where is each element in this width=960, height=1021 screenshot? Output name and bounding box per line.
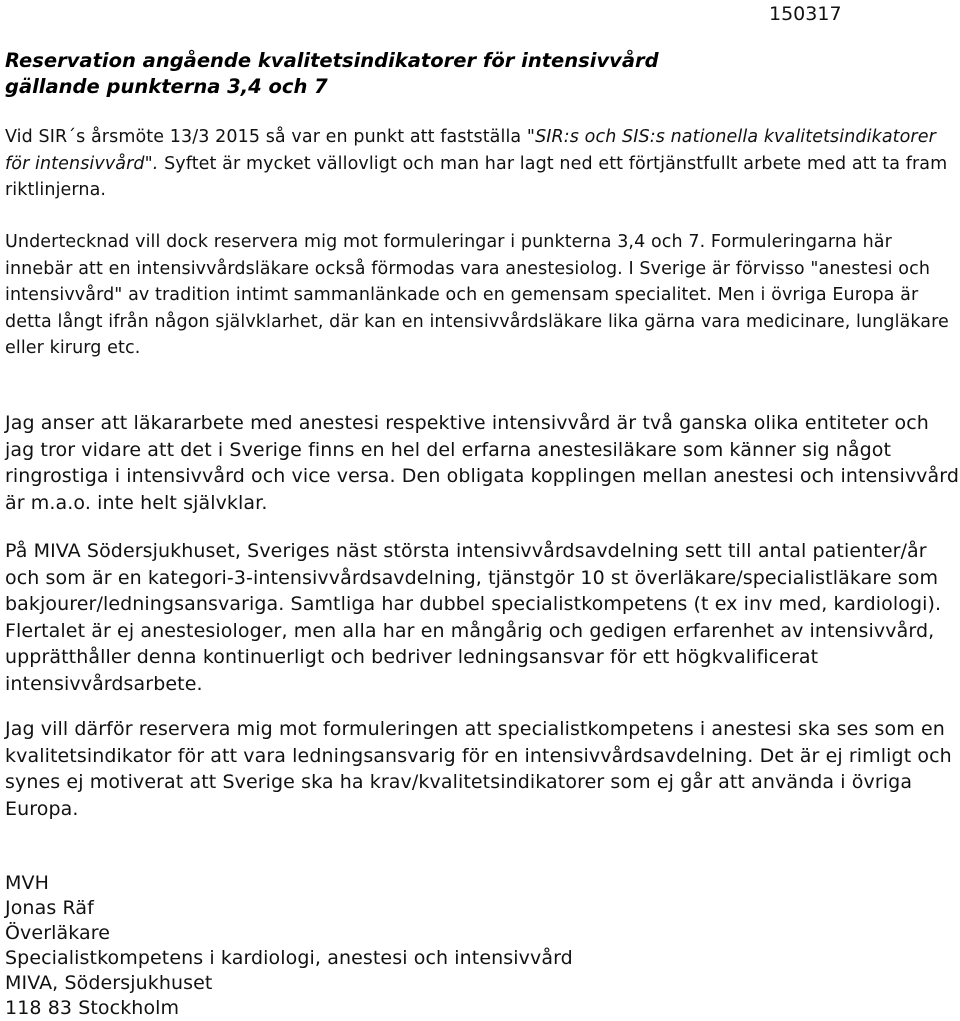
document-date: 150317 (769, 3, 842, 25)
title-line-1: Reservation angående kvalitetsindikatorer för intensivvård (5, 49, 659, 72)
signature-closing: MVH (5, 872, 49, 894)
paragraph-miva: På MIVA Södersjukhuset, Sveriges näst största intensivvårdsavdelning sett till antal patienter/år och som är en kategori-3-intensivvårdsavdelning, tjänstgör 10 st överläkare/specialistläkare som bakjourer/ledningsansvariga. Samtliga har dubbel specialistkompetens (t ex inv med, kardiologi). Flertalet är ej anestesiologer, men alla har en mångårig och gedigen erfarenhet av intensivvård, upprätthåller denna kontinuerligt och bedriver ledningsansvar för ett högkvalificerat intensivvårdsarbete. (5, 540, 942, 695)
title-line-2: gällande punkterna 3,4 och 7 (5, 75, 328, 98)
signature-block (5, 871, 960, 1021)
signature-role: Överläkare (5, 922, 111, 944)
paragraph-opinion: Jag anser att läkararbete med anestesi respektive intensivvård är två ganska olika entiteter och jag tror vidare att det i Sverige finns en hel del erfarna anestesiläkare som känner sig något ringrostiga i intensivvård och vice versa. Den obligata kopplingen mellan anestesi och intensivvård är m.a.o. inte helt självklar. (5, 412, 959, 514)
document-title (5, 48, 725, 100)
intro-text: Vid SIR´s årsmöte 13/3 2015 så var en punkt att fastställa (5, 127, 527, 147)
paragraph-intro (5, 124, 960, 204)
signature-specialty: Specialistkompetens i kardiologi, anestesi och intensivvård (5, 947, 573, 969)
indicator-quote: "SIR:s och SIS:s nationella kvalitetsindikatorer för intensivvård". (5, 127, 936, 174)
signature-name: Jonas Räf (5, 897, 94, 919)
intro-continuation: Syftet är mycket vällovligt och man har lagt ned ett förtjänstfullt arbete med att ta fram riktlinjerna. (5, 153, 948, 200)
paragraph-reservation: Undertecknad vill dock reservera mig mot formuleringar i punkterna 3,4 och 7. Formuleringarna här innebär att en intensivvårdsläkare också förmodas vara anestesiolog. I Sverige är förvisso "anestesi och intensivvård" av tradition intimt sammanlänkade och en gemensam specialitet. Men i övriga Europa är detta långt ifrån någon självklarhet, där kan en intensivvårdsläkare lika gärna vara medicinare, lungläkare eller kirurg etc. (5, 232, 949, 358)
paragraph-conclusion: Jag vill därför reservera mig mot formuleringen att specialistkompetens i anestesi ska ses som en kvalitetsindikator för att vara ledningsansvarig för en intensivvårdsavdelning. Det är ej rimligt och synes ej motiverat att Sverige ska ha krav/kvalitetsindikatorer som ej går att använda i övriga Europa. (5, 718, 952, 820)
signature-postal: 118 83 Stockholm (5, 997, 180, 1019)
signature-unit: MIVA, Södersjukhuset (5, 972, 213, 994)
